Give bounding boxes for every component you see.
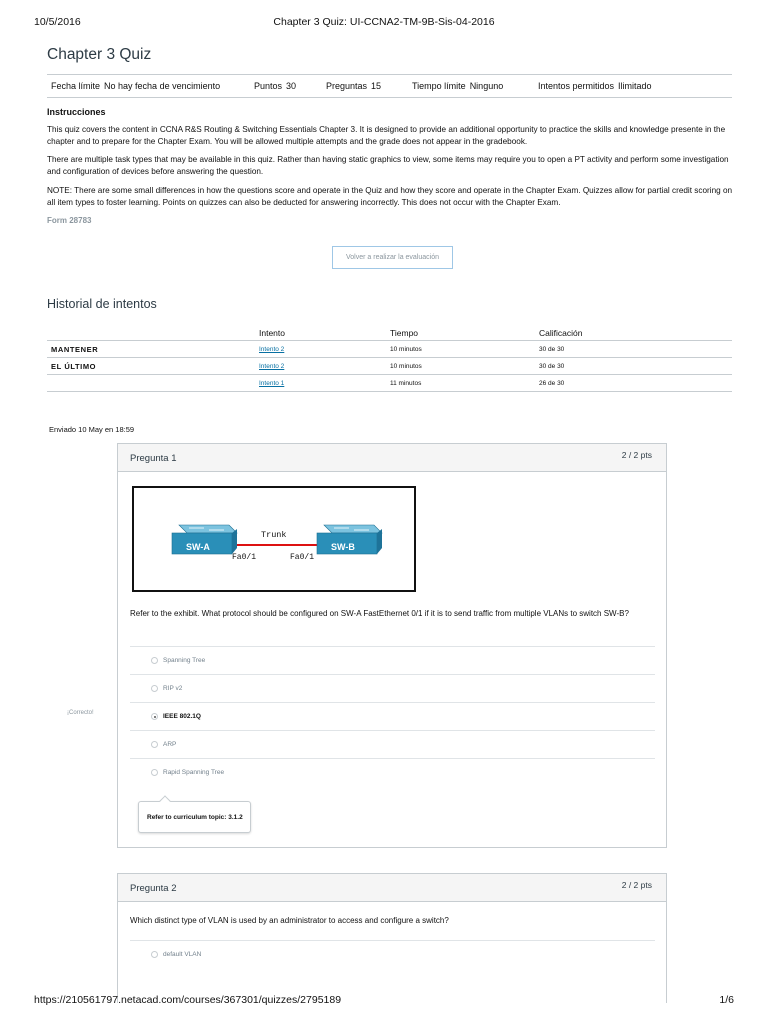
row-tag: EL ÚLTIMO [51, 362, 97, 371]
radio-icon[interactable] [151, 741, 158, 748]
instructions-paragraph: There are multiple task types that may be available in this quiz. Rather than having static graphics to view, some items may require you to open a PT activity and perform some investigation and configuration of devices before answering the question. [47, 155, 729, 176]
answer-option[interactable] [130, 758, 655, 786]
answer-option[interactable] [130, 730, 655, 758]
answer-option-selected[interactable] [130, 702, 655, 730]
feedback-tooltip [138, 801, 251, 833]
port-b-label: Fa0/1 [290, 553, 315, 562]
meta-time-limit: Tiempo límite Ninguno [412, 81, 504, 91]
column-header: Tiempo [390, 328, 419, 338]
radio-icon[interactable] [151, 685, 158, 692]
retake-quiz-button[interactable]: Volver a realizar la evaluación [332, 246, 453, 269]
answer-label: Rapid Spanning Tree [163, 769, 225, 776]
submitted-timestamp: Enviado 10 May en 18:59 [49, 425, 135, 434]
port-a-label: Fa0/1 [232, 553, 257, 562]
attempt-time: 10 minutos [390, 363, 422, 370]
print-title: Chapter 3 Quiz: UI-CCNA2-TM-9B-Sis-04-2016 [273, 16, 495, 28]
attempt-link[interactable]: Intento 2 [259, 346, 285, 353]
print-page-number: 1/6 [719, 994, 734, 1006]
table-row [47, 341, 732, 358]
question-title: Pregunta 1 [130, 453, 177, 464]
instructions-paragraph: NOTE: There are some small differences in how the questions score and operate in the Quiz and how they score and operate in the Chapter Exam. Quizzes allow for partial credit scoring on all item types to foster learning. Points on quizzes can also be deducted for answering incorrectly. This does not occur with the Chapter Exam. [47, 186, 733, 207]
row-tag: MANTENER [51, 345, 99, 354]
question-header [118, 444, 666, 472]
attempt-history-title: Historial de intentos [47, 297, 157, 311]
column-header: Calificación [539, 328, 583, 338]
question-title: Pregunta 2 [130, 883, 177, 894]
switch-a-label: SW-A [186, 542, 210, 552]
attempt-score: 30 de 30 [539, 363, 565, 370]
question-points: 2 / 2 pts [621, 450, 652, 460]
attempt-score: 30 de 30 [539, 346, 565, 353]
question-card [117, 873, 667, 1003]
trunk-label: Trunk [261, 530, 287, 540]
answer-list [130, 646, 655, 786]
radio-icon[interactable] [151, 769, 158, 776]
attempt-score: 26 de 30 [539, 380, 565, 387]
question-text: Refer to the exhibit. What protocol should be configured on SW-A FastEthernet 0/1 if it is to send traffic from multiple VLANs to switch SW-B? [130, 609, 629, 618]
answer-label: Spanning Tree [163, 657, 206, 664]
answer-label: IEEE 802.1Q [163, 713, 201, 720]
meta-questions: Preguntas 15 [326, 81, 382, 91]
print-url: https://210561797.netacad.com/courses/367301/quizzes/2795189 [34, 994, 342, 1006]
answer-option[interactable] [130, 674, 655, 702]
attempt-time: 11 minutos [390, 380, 422, 387]
table-row [47, 375, 732, 392]
question-points: 2 / 2 pts [621, 880, 652, 890]
column-header: Intento [259, 328, 285, 338]
attempt-time: 10 minutos [390, 346, 422, 353]
quiz-meta-bar [47, 74, 732, 98]
switch-b-label: SW-B [331, 542, 355, 552]
radio-icon[interactable] [151, 951, 158, 958]
print-date: 10/5/2016 [34, 16, 81, 28]
correct-answer-label: ¡Correcto! [67, 710, 94, 716]
answer-label: RIP v2 [163, 685, 183, 692]
tooltip-arrow-icon [159, 795, 170, 806]
answer-list [130, 940, 655, 968]
answer-option[interactable] [130, 940, 655, 968]
instructions-heading: Instrucciones [47, 107, 106, 117]
question-header [118, 874, 666, 902]
answer-label: ARP [163, 741, 177, 748]
answer-label: default VLAN [163, 951, 202, 958]
page-title: Chapter 3 Quiz [47, 46, 152, 63]
meta-points: Puntos 30 [254, 81, 297, 91]
topology-diagram [134, 488, 414, 590]
instructions-paragraph: This quiz covers the content in CCNA R&S Routing & Switching Essentials Chapter 3. It is designed to provide an additional opportunity to practice the skills and knowledge presente in the chapter and to prepare for the Chapter Exam. You will be allowed multiple attempts and the grade does not appear in the gradebook. [47, 125, 726, 146]
table-header [47, 322, 732, 341]
attempt-link[interactable]: Intento 2 [259, 363, 285, 370]
question-text: Which distinct type of VLAN is used by an administrator to access and configure a switch? [130, 916, 449, 925]
question-card [117, 443, 667, 848]
attempt-history-table [47, 322, 732, 392]
answer-option[interactable] [130, 646, 655, 674]
table-row [47, 358, 732, 375]
form-id: Form 28783 [47, 216, 92, 225]
meta-attempts: Intentos permitidos Ilimitado [538, 81, 652, 91]
attempt-link[interactable]: Intento 1 [259, 380, 285, 387]
meta-due-date: Fecha límite No hay fecha de vencimiento [51, 81, 221, 91]
radio-checked-icon[interactable] [151, 713, 158, 720]
radio-icon[interactable] [151, 657, 158, 664]
exhibit-image [132, 486, 416, 592]
tooltip-text: Refer to curriculum topic: 3.1.2 [147, 814, 243, 821]
